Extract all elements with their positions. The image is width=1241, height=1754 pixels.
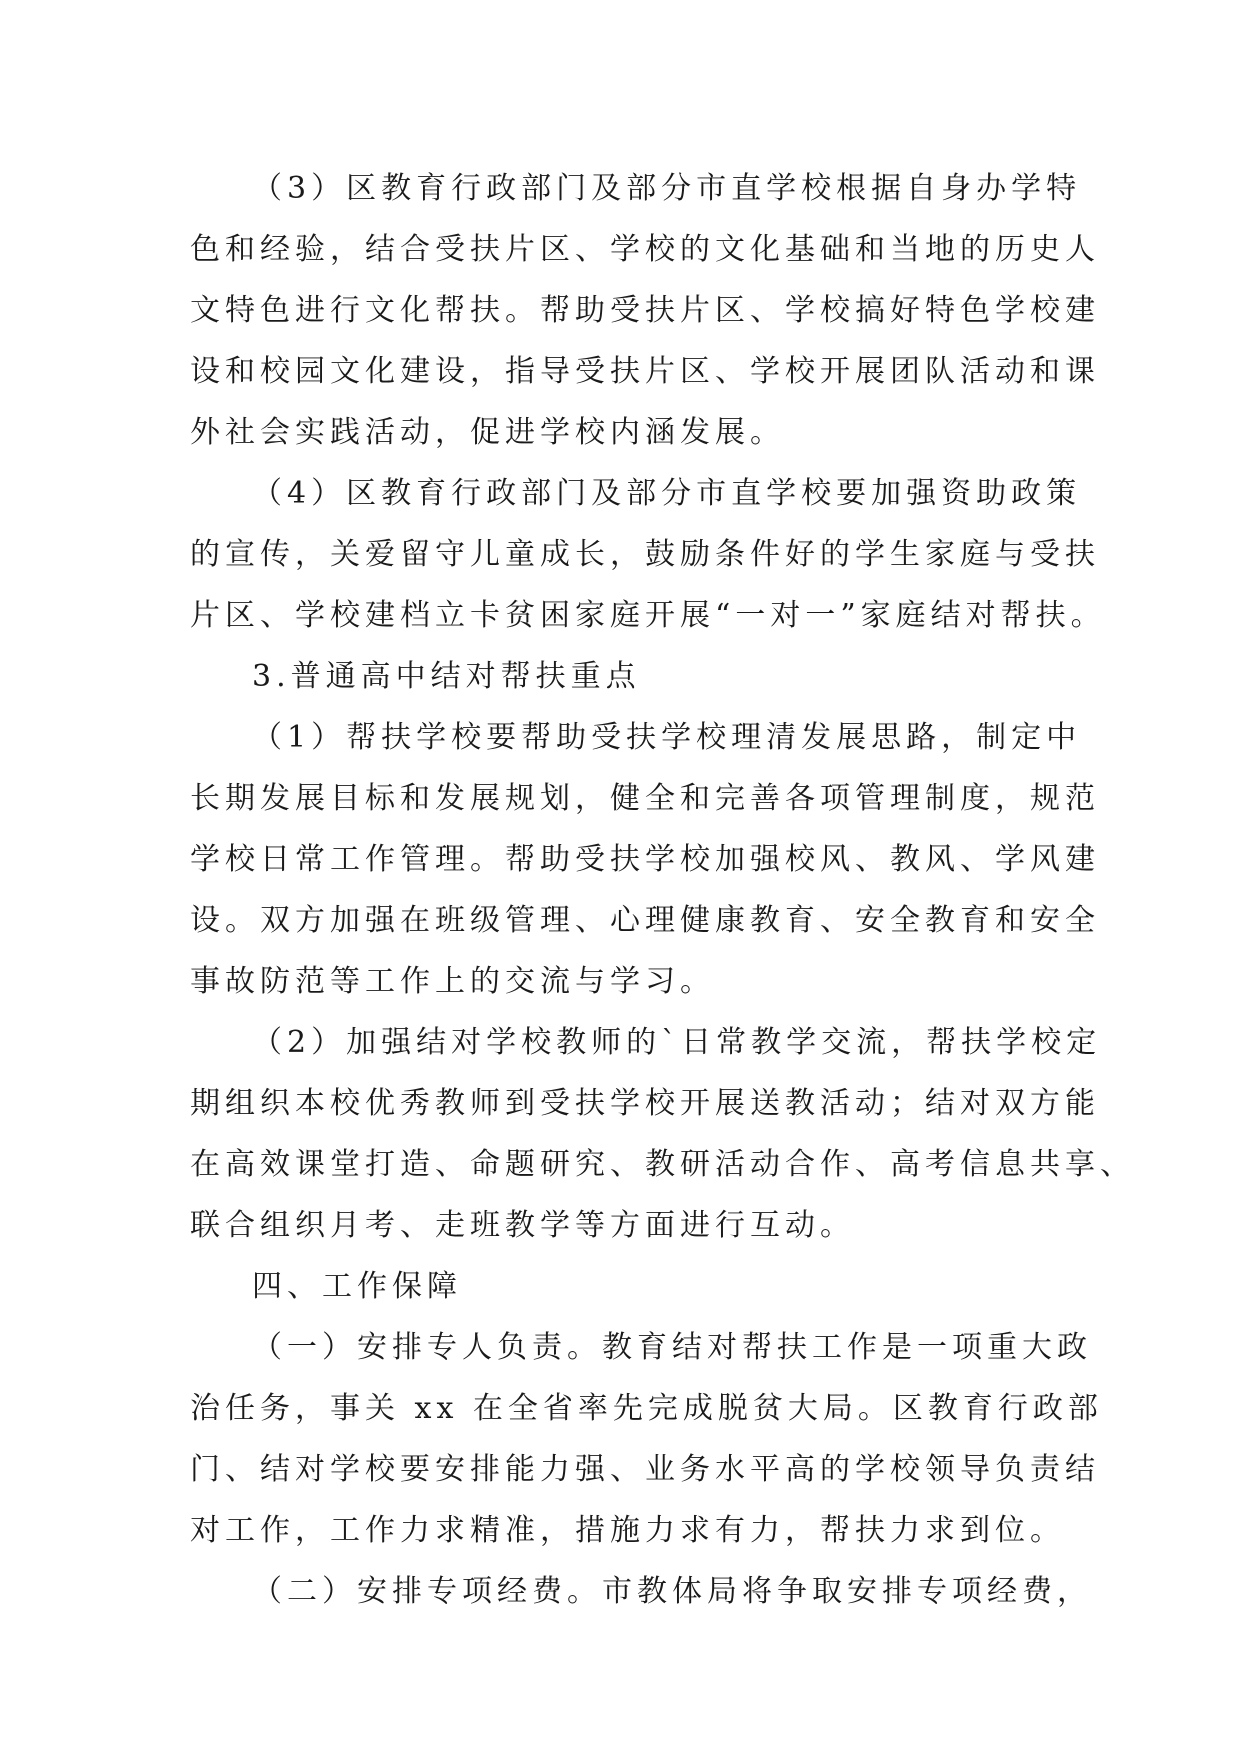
paragraph-g1-line-4: 对工作，工作力求精准，措施力求有力，帮扶力求到位。 — [190, 1513, 1065, 1548]
document-body — [190, 158, 1135, 1622]
paragraph-3-line-3: 文特色进行文化帮扶。帮助受扶片区、学校搞好特色学校建 — [190, 293, 1100, 328]
section-heading-work-guarantee: 四、工作保障 — [252, 1269, 462, 1304]
paragraph-g1-line-3: 门、结对学校要安排能力强、业务水平高的学校领导负责结 — [190, 1452, 1100, 1487]
paragraph-4-line-2: 的宣传，关爱留守儿童成长，鼓励条件好的学生家庭与受扶 — [190, 537, 1100, 572]
paragraph-3-line-2: 色和经验，结合受扶片区、学校的文化基础和当地的历史人 — [190, 232, 1100, 267]
paragraph-hs2-line-3: 在高效课堂打造、命题研究、教研活动合作、高考信息共享、 — [190, 1147, 1135, 1182]
paragraph-hs1-line-4: 设。双方加强在班级管理、心理健康教育、安全教育和安全 — [190, 903, 1100, 938]
paragraph-hs1-line-3: 学校日常工作管理。帮助受扶学校加强校风、教风、学风建 — [190, 842, 1100, 877]
paragraph-hs2-line-2: 期组织本校优秀教师到受扶学校开展送教活动；结对双方能 — [190, 1086, 1100, 1121]
paragraph-g1-line-1: （一）安排专人负责。教育结对帮扶工作是一项重大政 — [252, 1330, 1092, 1365]
paragraph-g2-line-1: （二）安排专项经费。市教体局将争取安排专项经费， — [252, 1574, 1092, 1609]
paragraph-hs2-line-1: （2）加强结对学校教师的`日常教学交流，帮扶学校定 — [252, 1025, 1102, 1060]
paragraph-hs1-line-2: 长期发展目标和发展规划，健全和完善各项管理制度，规范 — [190, 781, 1100, 816]
paragraph-3-line-1: （3）区教育行政部门及部分市直学校根据自身办学特 — [252, 171, 1082, 206]
paragraph-4-line-3: 片区、学校建档立卡贫困家庭开展“一对一”家庭结对帮扶。 — [190, 598, 1106, 633]
section-heading-high-school: 3.普通高中结对帮扶重点 — [252, 659, 641, 694]
paragraph-3-line-5: 外社会实践活动，促进学校内涵发展。 — [190, 415, 785, 450]
paragraph-hs2-line-4: 联合组织月考、走班教学等方面进行互动。 — [190, 1208, 855, 1243]
paragraph-hs1-line-5: 事故防范等工作上的交流与学习。 — [190, 964, 715, 999]
paragraph-g1-line-2: 治任务，事关 xx 在全省率先完成脱贫大局。区教育行政部 — [190, 1391, 1103, 1426]
paragraph-hs1-line-1: （1）帮扶学校要帮助受扶学校理清发展思路，制定中 — [252, 720, 1082, 755]
paragraph-3-line-4: 设和校园文化建设，指导受扶片区、学校开展团队活动和课 — [190, 354, 1100, 389]
paragraph-4-line-1: （4）区教育行政部门及部分市直学校要加强资助政策 — [252, 476, 1082, 511]
